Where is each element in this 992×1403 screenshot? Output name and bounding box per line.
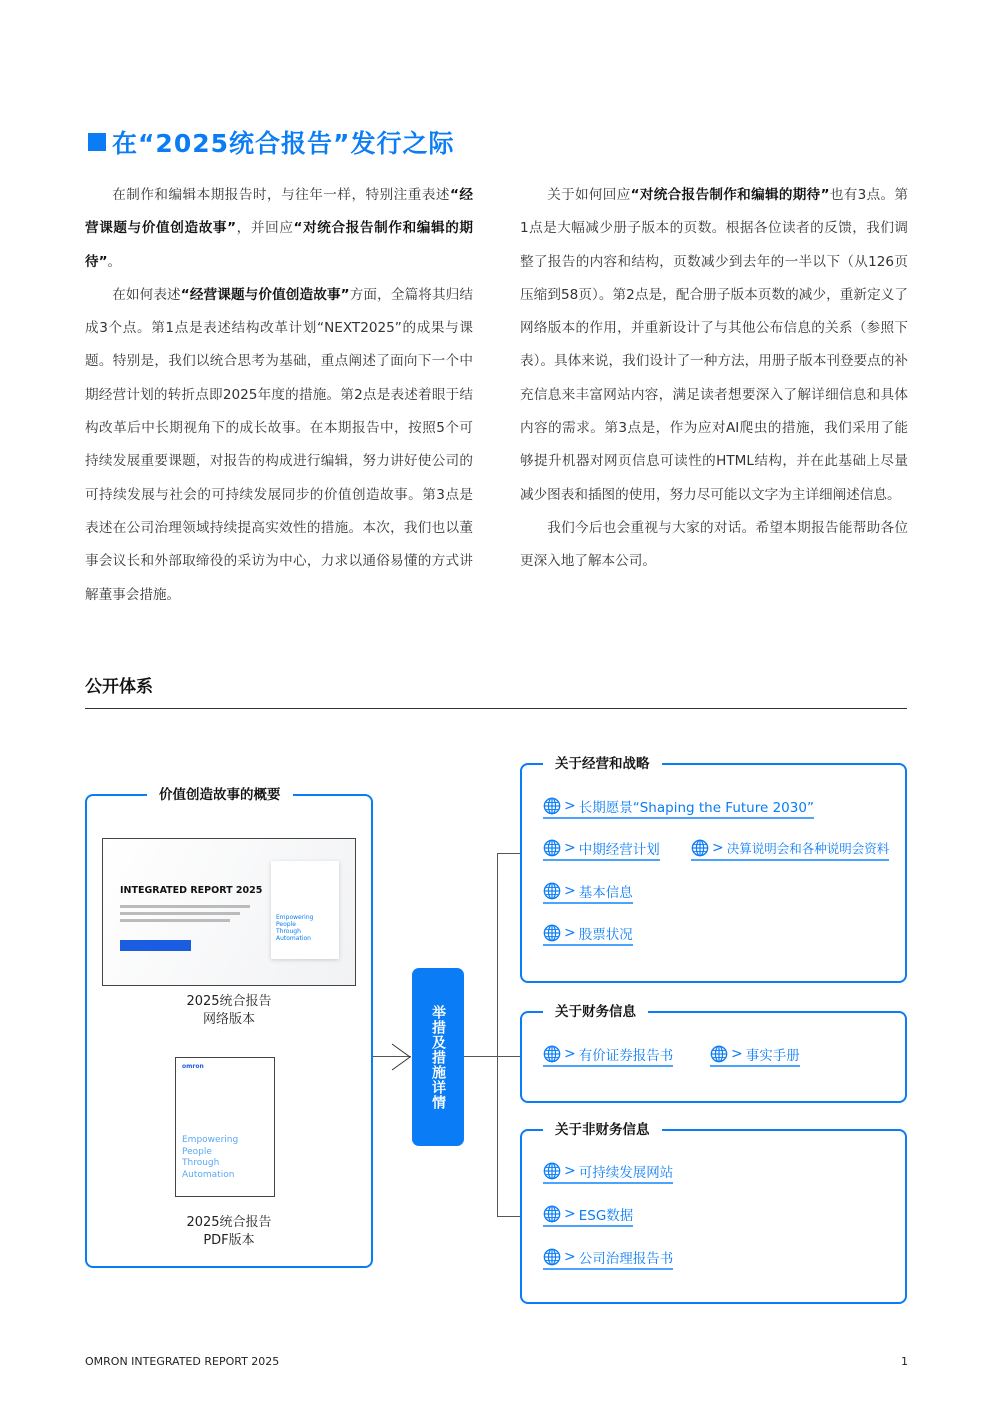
link-sustainability-site[interactable]: > 可持续发展网站: [543, 1162, 673, 1184]
paragraph: 我们今后也会重视与大家的对话。希望本期报告能帮助各位更深入地了解本公司。: [520, 519, 908, 570]
link-governance-report[interactable]: > 公司治理报告书: [543, 1248, 673, 1270]
pdf-version-caption: 2025统合报告 PDF版本: [186, 1215, 272, 1248]
footer-title: OMRON INTEGRATED REPORT 2025: [85, 1355, 280, 1368]
group-label: 关于经营和战略: [543, 754, 662, 774]
measures-details-button[interactable]: 举措及措施详情: [412, 968, 464, 1146]
globe-icon: [543, 1205, 561, 1223]
globe-icon: [543, 797, 561, 815]
connector-line: [497, 853, 520, 854]
group-label: 关于财务信息: [543, 1002, 648, 1022]
link-medium-term-plan[interactable]: > 中期经营计划: [543, 839, 660, 861]
paragraph: 在如何表述“经营课题与价值创造故事”方面，全篇将其归结成3个点。第1点是表述结构改革计划“NEXT2025”的成果与课题。特别是，我们以统合思考为基础，重点阐述了面向下一个中期经营计划的转折点即2025年度的措施。第2点是表述着眼于结构改革后中长期视角下的成长故事。在本期报告中，按照5个可持续发展重要课题，对报告的构成进行编辑，努力讲好使公司的可持续发展与社会的可持续发展同步的价值创造故事。第3点是表述在公司治理领域持续提高实效性的措施。本次，我们也以董事会议长和外部取缔役的采访为中心，力求以通俗易懂的方式讲解董事会措施。: [85, 286, 474, 603]
right-column: [520, 179, 908, 579]
group-strategy: [520, 756, 907, 983]
overview-label: 价值创造故事的概要: [147, 785, 293, 805]
section-title: 公开体系: [85, 677, 153, 697]
pdf-version-thumbnail[interactable]: omron Empowering People Through Automation: [175, 1057, 275, 1197]
connector-line: [497, 853, 498, 1217]
link-long-term-vision[interactable]: > 长期愿景“Shaping the Future 2030”: [543, 797, 814, 819]
paragraph: 在制作和编辑本期报告时，与往年一样，特别注重表述“经营课题与价值创造故事”，并回应“对统合报告制作和编辑的期待”。: [85, 187, 474, 270]
web-version-thumbnail[interactable]: INTEGRATED REPORT 2025 Empowering People Through Automation: [102, 838, 356, 986]
link-stock-info[interactable]: > 股票状况: [543, 924, 633, 946]
globe-icon: [543, 924, 561, 942]
globe-icon: [543, 839, 561, 857]
globe-icon: [543, 882, 561, 900]
globe-icon: [691, 839, 709, 857]
link-basic-info[interactable]: > 基本信息: [543, 882, 633, 904]
globe-icon: [543, 1162, 561, 1180]
group-label: 关于非财务信息: [543, 1120, 662, 1140]
group-non-financial: [520, 1122, 907, 1304]
paragraph: 关于如何回应“对统合报告制作和编辑的期待”也有3点。第1点是大幅减少册子版本的页数。根据各位读者的反馈，我们调整了报告的内容和结构，页数减少到去年的一半以下（从126页压缩到58页）。第2点是，配合册子版本页数的减少，重新定义了网络版本的作用，并重新设计了与其他公布信息的关系（参照下表）。具体来说，我们设计了一种方法，用册子版本刊登要点的补充信息来丰富网站内容，满足读者想要深入了解详细信息和具体内容的需求。第3点是，作为应对AI爬虫的措施，我们采用了能够提升机器对网页信息可读性的HTML结构，并在此基础上尽量减少图表和插图的使用，努力尽可能以文字为主详细阐述信息。: [520, 187, 909, 503]
link-securities-report[interactable]: > 有价证券报告书: [543, 1045, 673, 1067]
group-financial: [520, 1004, 907, 1103]
web-version-caption: 2025统合报告 网络版本: [186, 994, 272, 1027]
globe-icon: [543, 1045, 561, 1063]
globe-icon: [710, 1045, 728, 1063]
page-number: 1: [901, 1355, 908, 1368]
overview-box: [85, 787, 373, 1268]
page-title: 在“2025统合报告”发行之际: [88, 124, 454, 160]
square-bullet-icon: [88, 133, 106, 151]
divider: [85, 708, 907, 709]
left-column: [85, 179, 473, 612]
link-fact-book[interactable]: > 事实手册: [710, 1045, 800, 1067]
link-briefing-materials[interactable]: > 决算说明会和各种说明会资料: [691, 839, 889, 861]
connector-line: [464, 1056, 520, 1057]
connector-line: [497, 1216, 520, 1217]
link-esg-data[interactable]: > ESG数据: [543, 1205, 633, 1227]
globe-icon: [543, 1248, 561, 1266]
arrow-right-icon: [390, 1042, 412, 1072]
